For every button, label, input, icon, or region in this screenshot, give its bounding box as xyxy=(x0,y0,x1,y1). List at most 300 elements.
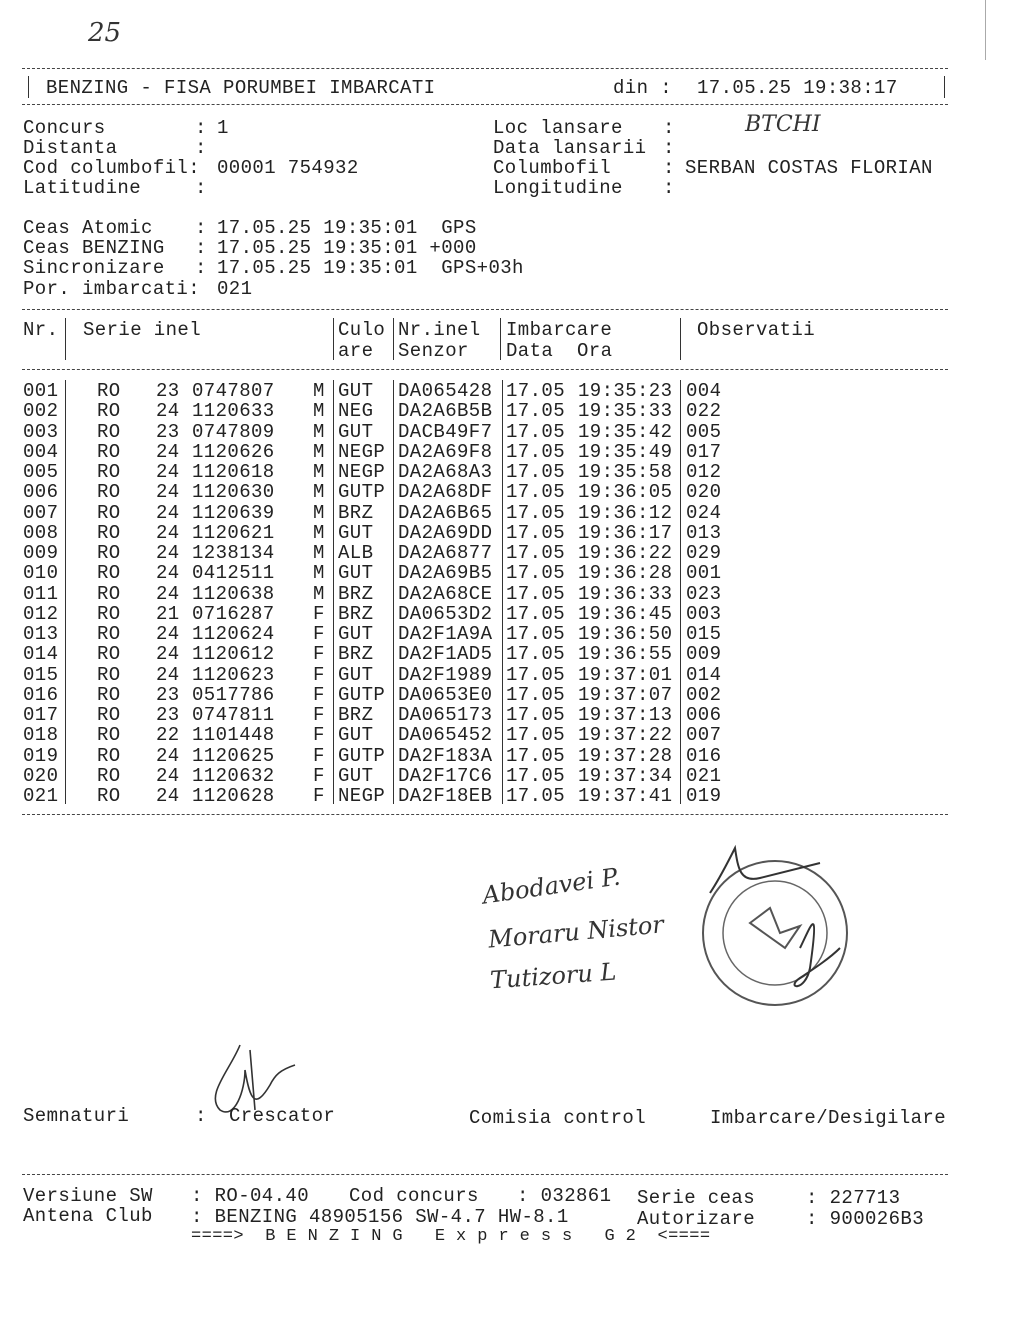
cell-ring-number: 1101448 xyxy=(192,724,275,747)
colon: : xyxy=(195,257,207,279)
cell-observation: 013 xyxy=(686,521,722,544)
cell-observation: 024 xyxy=(686,501,722,524)
cell-country-code: RO xyxy=(97,683,121,706)
divider xyxy=(22,369,948,370)
cell-country-code: RO xyxy=(97,521,121,544)
cell-country-code: RO xyxy=(97,420,121,443)
cell-sex: F xyxy=(313,623,325,645)
colon: : xyxy=(195,1105,207,1127)
cell-row-number: 020 xyxy=(23,764,59,787)
cell-basket-date: 17.05 xyxy=(506,623,566,645)
cell-ring-number: 1120630 xyxy=(192,481,275,504)
cell-basket-date: 17.05 xyxy=(506,420,566,443)
cell-observation: 003 xyxy=(686,602,722,625)
data-lansarii-label: Data lansarii xyxy=(493,137,647,159)
cell-ring-year: 24 xyxy=(156,744,180,767)
cell-observation: 023 xyxy=(686,582,722,605)
col-header-senzor: Senzor xyxy=(398,340,469,362)
cell-sex: M xyxy=(313,562,325,585)
cell-ring-year: 21 xyxy=(156,602,180,625)
cell-ring-year: 24 xyxy=(156,623,180,645)
handwritten-name: Moraru Nistor xyxy=(487,910,665,954)
cell-color: NEGP xyxy=(338,461,386,483)
cell-sensor-ring: DA2F1AD5 xyxy=(398,643,493,666)
loc-lansare-handwritten: BTCHI xyxy=(745,112,821,137)
cell-basket-time: 19:36:17 xyxy=(578,521,673,544)
cell-basket-date: 17.05 xyxy=(506,562,566,585)
cell-ring-year: 23 xyxy=(156,704,180,726)
column-divider xyxy=(393,318,394,360)
cell-basket-time: 19:36:28 xyxy=(578,562,673,585)
col-header-culoare: Culo xyxy=(338,319,386,341)
cell-row-number: 012 xyxy=(23,602,59,625)
colon: : xyxy=(663,117,675,139)
cell-ring-year: 24 xyxy=(156,562,180,585)
cell-sex: F xyxy=(313,683,325,706)
header-border-left xyxy=(28,76,29,98)
antena-club-label: Antena Club xyxy=(23,1205,153,1227)
cell-ring-year: 24 xyxy=(156,461,180,483)
col-header-culoare-2: are xyxy=(338,340,374,362)
colon: : xyxy=(195,137,207,159)
cell-country-code: RO xyxy=(97,582,121,605)
cell-observation: 015 xyxy=(686,623,722,645)
cell-observation: 022 xyxy=(686,400,722,423)
cell-sex: F xyxy=(313,704,325,726)
cell-ring-number: 0716287 xyxy=(192,602,275,625)
cell-ring-number: 1120626 xyxy=(192,440,275,463)
cell-sensor-ring: DA2F183A xyxy=(398,744,493,767)
colon: : xyxy=(195,117,207,139)
table-row xyxy=(0,685,1024,705)
cell-color: BRZ xyxy=(338,643,374,666)
cell-ring-year: 24 xyxy=(156,582,180,605)
cell-row-number: 017 xyxy=(23,704,59,726)
cell-basket-date: 17.05 xyxy=(506,501,566,524)
cell-row-number: 011 xyxy=(23,582,59,605)
cell-row-number: 006 xyxy=(23,481,59,504)
serie-ceas-value: : 227713 xyxy=(806,1187,901,1209)
cell-basket-time: 19:36:55 xyxy=(578,643,673,666)
cell-sex: M xyxy=(313,400,325,423)
cell-sensor-ring: DA2A69DD xyxy=(398,521,493,544)
cell-ring-number: 1120638 xyxy=(192,582,275,605)
cell-basket-date: 17.05 xyxy=(506,683,566,706)
cell-color: GUT xyxy=(338,623,374,645)
cell-country-code: RO xyxy=(97,663,121,686)
loc-lansare-label: Loc lansare xyxy=(493,117,623,139)
colon: : xyxy=(663,177,675,199)
cell-sex: F xyxy=(313,785,325,807)
cell-ring-year: 24 xyxy=(156,501,180,524)
cell-sex: F xyxy=(313,602,325,625)
cell-ring-number: 1120621 xyxy=(192,521,275,544)
cell-color: GUTP xyxy=(338,481,386,504)
cell-ring-number: 1120632 xyxy=(192,764,275,787)
cod-concurs-value: : 032861 xyxy=(517,1185,612,1207)
cell-ring-number: 1120633 xyxy=(192,400,275,423)
cell-country-code: RO xyxy=(97,501,121,524)
crescator-label: Crescator xyxy=(229,1105,336,1127)
divider xyxy=(22,309,948,310)
cell-sensor-ring: DACB49F7 xyxy=(398,420,493,443)
cell-observation: 014 xyxy=(686,663,722,686)
table-row xyxy=(0,584,1024,604)
cell-row-number: 007 xyxy=(23,501,59,524)
autorizare-label: Autorizare xyxy=(637,1208,756,1230)
printed-datetime: 17.05.25 19:38:17 xyxy=(697,77,898,99)
ceas-benzing-value: 17.05.25 19:35:01 +000 xyxy=(217,237,477,259)
table-row xyxy=(0,705,1024,725)
table-row xyxy=(0,422,1024,442)
serie-ceas-label: Serie ceas xyxy=(637,1187,756,1209)
cell-row-number: 003 xyxy=(23,420,59,443)
cell-ring-year: 23 xyxy=(156,420,180,443)
cell-sensor-ring: DA065173 xyxy=(398,704,493,726)
cell-basket-time: 19:35:42 xyxy=(578,420,673,443)
column-divider xyxy=(500,318,501,360)
handwritten-name: Abodavei P. xyxy=(480,862,623,910)
table-row xyxy=(0,563,1024,583)
cell-country-code: RO xyxy=(97,643,121,666)
cell-basket-time: 19:36:33 xyxy=(578,582,673,605)
cell-sex: M xyxy=(313,380,325,402)
cell-basket-time: 19:36:45 xyxy=(578,602,673,625)
sincronizare-value: 17.05.25 19:35:01 GPS+03h xyxy=(217,257,524,279)
cell-basket-date: 17.05 xyxy=(506,542,566,564)
cell-sensor-ring: DA2A69B5 xyxy=(398,562,493,585)
cell-sex: M xyxy=(313,521,325,544)
divider xyxy=(22,68,948,69)
cell-ring-number: 0747809 xyxy=(192,420,275,443)
cell-country-code: RO xyxy=(97,724,121,747)
cell-sex: M xyxy=(313,481,325,504)
cell-observation: 012 xyxy=(686,461,722,483)
colon: : xyxy=(663,157,675,179)
cell-sex: F xyxy=(313,663,325,686)
cell-color: NEG xyxy=(338,400,374,423)
cell-ring-year: 24 xyxy=(156,663,180,686)
cell-color: GUTP xyxy=(338,744,386,767)
cell-basket-time: 19:37:34 xyxy=(578,764,673,787)
handwritten-name: Tutizoru L xyxy=(489,957,618,995)
cell-row-number: 013 xyxy=(23,623,59,645)
cell-sex: F xyxy=(313,643,325,666)
cell-ring-number: 1120639 xyxy=(192,501,275,524)
cell-ring-year: 24 xyxy=(156,440,180,463)
cell-basket-time: 19:35:33 xyxy=(578,400,673,423)
cell-observation: 009 xyxy=(686,643,722,666)
column-divider xyxy=(65,318,66,360)
latitudine-label: Latitudine xyxy=(23,177,142,199)
cell-basket-time: 19:37:07 xyxy=(578,683,673,706)
cell-ring-number: 1120612 xyxy=(192,643,275,666)
ceas-atomic-label: Ceas Atomic xyxy=(23,217,153,239)
cell-sensor-ring: DA2A6877 xyxy=(398,542,493,564)
col-header-serie-inel: Serie inel xyxy=(83,319,202,341)
cell-sensor-ring: DA2A6B5B xyxy=(398,400,493,423)
cell-observation: 001 xyxy=(686,562,722,585)
cell-sensor-ring: DA0653E0 xyxy=(398,683,493,706)
cell-sex: F xyxy=(313,724,325,747)
cell-basket-time: 19:37:28 xyxy=(578,744,673,767)
concurs-label: Concurs xyxy=(23,117,106,139)
cell-ring-year: 24 xyxy=(156,764,180,787)
cell-color: BRZ xyxy=(338,501,374,524)
cell-ring-number: 1120623 xyxy=(192,663,275,686)
table-row xyxy=(0,503,1024,523)
brand-line: ====> B E N Z I N G E x p r e s s G 2 <==== xyxy=(191,1227,711,1246)
cell-row-number: 002 xyxy=(23,400,59,423)
versiune-sw-label: Versiune SW xyxy=(23,1185,153,1207)
col-header-ora: Ora xyxy=(577,340,613,362)
cell-basket-date: 17.05 xyxy=(506,440,566,463)
cell-sensor-ring: DA0653D2 xyxy=(398,602,493,625)
cell-basket-time: 19:37:13 xyxy=(578,704,673,726)
cell-color: GUT xyxy=(338,724,374,747)
cell-color: BRZ xyxy=(338,602,374,625)
cell-color: NEGP xyxy=(338,785,386,807)
cell-row-number: 009 xyxy=(23,542,59,564)
cell-country-code: RO xyxy=(97,380,121,402)
cell-basket-time: 19:37:01 xyxy=(578,663,673,686)
club-stamp-icon xyxy=(690,838,850,1008)
column-divider xyxy=(333,318,334,360)
divider xyxy=(22,814,948,815)
column-divider xyxy=(333,380,334,804)
cell-basket-date: 17.05 xyxy=(506,744,566,767)
colon: : xyxy=(195,237,207,259)
cell-sex: M xyxy=(313,440,325,463)
col-header-observatii: Observatii xyxy=(697,319,816,341)
cell-ring-number: 1120618 xyxy=(192,461,275,483)
cell-row-number: 004 xyxy=(23,440,59,463)
cell-observation: 007 xyxy=(686,724,722,747)
versiune-sw-value: : RO-04.40 xyxy=(191,1185,310,1207)
cell-sex: M xyxy=(313,501,325,524)
column-divider xyxy=(680,318,681,360)
cell-row-number: 016 xyxy=(23,683,59,706)
cell-basket-date: 17.05 xyxy=(506,764,566,787)
table-row xyxy=(0,442,1024,462)
comisia-control-label: Comisia control xyxy=(469,1107,647,1129)
cell-sensor-ring: DA2A6B65 xyxy=(398,501,493,524)
cell-basket-date: 17.05 xyxy=(506,400,566,423)
column-divider xyxy=(65,380,66,804)
cell-ring-year: 24 xyxy=(156,400,180,423)
cell-country-code: RO xyxy=(97,704,121,726)
table-row xyxy=(0,644,1024,664)
cod-columbofil-label: Cod columbofil: xyxy=(23,157,201,179)
cell-sensor-ring: DA2F1989 xyxy=(398,663,493,686)
ceas-benzing-label: Ceas BENZING xyxy=(23,237,165,259)
colon: : xyxy=(663,137,675,159)
cell-row-number: 005 xyxy=(23,461,59,483)
cell-basket-date: 17.05 xyxy=(506,724,566,747)
cell-observation: 021 xyxy=(686,764,722,787)
cell-row-number: 018 xyxy=(23,724,59,747)
cell-basket-time: 19:36:22 xyxy=(578,542,673,564)
porumbei-imbarcati-value: 021 xyxy=(217,278,253,300)
cell-ring-number: 0747807 xyxy=(192,380,275,402)
cell-basket-date: 17.05 xyxy=(506,481,566,504)
cell-observation: 019 xyxy=(686,785,722,807)
cell-country-code: RO xyxy=(97,481,121,504)
col-header-nr: Nr. xyxy=(23,319,59,341)
cell-color: BRZ xyxy=(338,582,374,605)
column-divider xyxy=(680,380,681,804)
cell-ring-year: 23 xyxy=(156,380,180,402)
header-border-right xyxy=(944,76,945,98)
cell-ring-number: 0747811 xyxy=(192,704,275,726)
cell-basket-date: 17.05 xyxy=(506,663,566,686)
din-label: din : xyxy=(613,77,673,99)
column-divider xyxy=(502,380,503,804)
table-row xyxy=(0,766,1024,786)
cell-basket-time: 19:35:49 xyxy=(578,440,673,463)
cell-basket-time: 19:37:22 xyxy=(578,724,673,747)
cell-basket-date: 17.05 xyxy=(506,785,566,807)
cell-sex: M xyxy=(313,582,325,605)
longitudine-label: Longitudine xyxy=(493,177,623,199)
table-row xyxy=(0,523,1024,543)
cell-basket-date: 17.05 xyxy=(506,643,566,666)
cell-ring-number: 0517786 xyxy=(192,683,275,706)
cell-sensor-ring: DA2F1A9A xyxy=(398,623,493,645)
cell-country-code: RO xyxy=(97,461,121,483)
cell-sex: F xyxy=(313,764,325,787)
divider xyxy=(22,104,948,105)
cell-basket-time: 19:36:05 xyxy=(578,481,673,504)
sincronizare-label: Sincronizare xyxy=(23,257,165,279)
cell-basket-time: 19:36:50 xyxy=(578,623,673,645)
cell-country-code: RO xyxy=(97,542,121,564)
cell-ring-number: 1238134 xyxy=(192,542,275,564)
cell-sex: F xyxy=(313,744,325,767)
cell-observation: 017 xyxy=(686,440,722,463)
cell-country-code: RO xyxy=(97,562,121,585)
cell-basket-time: 19:37:41 xyxy=(578,785,673,807)
cell-sensor-ring: DA2A68DF xyxy=(398,481,493,504)
table-row xyxy=(0,381,1024,401)
cell-country-code: RO xyxy=(97,400,121,423)
cell-ring-number: 1120628 xyxy=(192,785,275,807)
cell-basket-date: 17.05 xyxy=(506,521,566,544)
porumbei-imbarcati-label: Por. imbarcati: xyxy=(23,278,201,300)
cell-observation: 020 xyxy=(686,481,722,504)
cell-ring-number: 0412511 xyxy=(192,562,275,585)
table-row xyxy=(0,482,1024,502)
cell-country-code: RO xyxy=(97,602,121,625)
cell-observation: 005 xyxy=(686,420,722,443)
scan-edge xyxy=(985,0,986,60)
cell-ring-year: 24 xyxy=(156,785,180,807)
table-row xyxy=(0,624,1024,644)
cell-row-number: 010 xyxy=(23,562,59,585)
cell-basket-time: 19:36:12 xyxy=(578,501,673,524)
cell-ring-year: 24 xyxy=(156,521,180,544)
colon: : xyxy=(195,177,207,199)
cell-color: GUT xyxy=(338,521,374,544)
cell-color: ALB xyxy=(338,542,374,564)
cell-observation: 002 xyxy=(686,683,722,706)
table-row xyxy=(0,462,1024,482)
cell-sensor-ring: DA2A68A3 xyxy=(398,461,493,483)
col-header-nr-inel: Nr.inel xyxy=(398,319,481,341)
cell-country-code: RO xyxy=(97,623,121,645)
cell-row-number: 001 xyxy=(23,380,59,402)
cod-columbofil-value: 00001 754932 xyxy=(217,157,359,179)
cell-color: NEGP xyxy=(338,440,386,463)
cell-country-code: RO xyxy=(97,744,121,767)
cell-row-number: 021 xyxy=(23,785,59,807)
cell-ring-year: 22 xyxy=(156,724,180,747)
antena-club-value: : BENZING 48905156 SW-4.7 HW-8.1 xyxy=(191,1206,569,1228)
cell-ring-number: 1120625 xyxy=(192,744,275,767)
column-divider xyxy=(393,380,394,804)
cell-row-number: 008 xyxy=(23,521,59,544)
semnaturi-label: Semnaturi xyxy=(23,1105,130,1127)
col-header-imbarcare: Imbarcare xyxy=(506,319,613,341)
colon: : xyxy=(195,217,207,239)
cell-sensor-ring: DA2F17C6 xyxy=(398,764,493,787)
cell-basket-date: 17.05 xyxy=(506,704,566,726)
cell-basket-date: 17.05 xyxy=(506,582,566,605)
document-title: BENZING - FISA PORUMBEI IMBARCATI xyxy=(46,77,436,99)
table-row xyxy=(0,725,1024,745)
cell-color: GUT xyxy=(338,562,374,585)
columbofil-value: SERBAN COSTAS FLORIAN xyxy=(685,157,933,179)
cell-ring-year: 24 xyxy=(156,481,180,504)
cell-observation: 016 xyxy=(686,744,722,767)
cell-country-code: RO xyxy=(97,764,121,787)
cell-basket-date: 17.05 xyxy=(506,461,566,483)
table-row xyxy=(0,604,1024,624)
table-row xyxy=(0,746,1024,766)
cell-color: GUT xyxy=(338,420,374,443)
cell-sensor-ring: DA2A69F8 xyxy=(398,440,493,463)
table-row xyxy=(0,665,1024,685)
cod-concurs-label: Cod concurs xyxy=(349,1185,479,1207)
cell-basket-time: 19:35:23 xyxy=(578,380,673,402)
cell-row-number: 014 xyxy=(23,643,59,666)
cell-sex: M xyxy=(313,420,325,443)
table-row xyxy=(0,786,1024,806)
cell-observation: 006 xyxy=(686,704,722,726)
cell-row-number: 015 xyxy=(23,663,59,686)
cell-basket-date: 17.05 xyxy=(506,380,566,402)
cell-ring-year: 23 xyxy=(156,683,180,706)
cell-sex: M xyxy=(313,461,325,483)
autorizare-value: : 900026B3 xyxy=(806,1208,925,1230)
cell-country-code: RO xyxy=(97,785,121,807)
cell-ring-number: 1120624 xyxy=(192,623,275,645)
divider xyxy=(22,1174,948,1175)
concurs-value: 1 xyxy=(217,117,229,139)
cell-color: GUTP xyxy=(338,683,386,706)
cell-basket-time: 19:35:58 xyxy=(578,461,673,483)
cell-color: GUT xyxy=(338,380,374,402)
cell-ring-year: 24 xyxy=(156,542,180,564)
distanta-label: Distanta xyxy=(23,137,118,159)
cell-color: GUT xyxy=(338,663,374,686)
cell-sensor-ring: DA065428 xyxy=(398,380,493,402)
page-number-handwritten: 25 xyxy=(88,18,122,48)
ceas-atomic-value: 17.05.25 19:35:01 GPS xyxy=(217,217,477,239)
cell-color: GUT xyxy=(338,764,374,787)
cell-sensor-ring: DA2F18EB xyxy=(398,785,493,807)
cell-color: BRZ xyxy=(338,704,374,726)
